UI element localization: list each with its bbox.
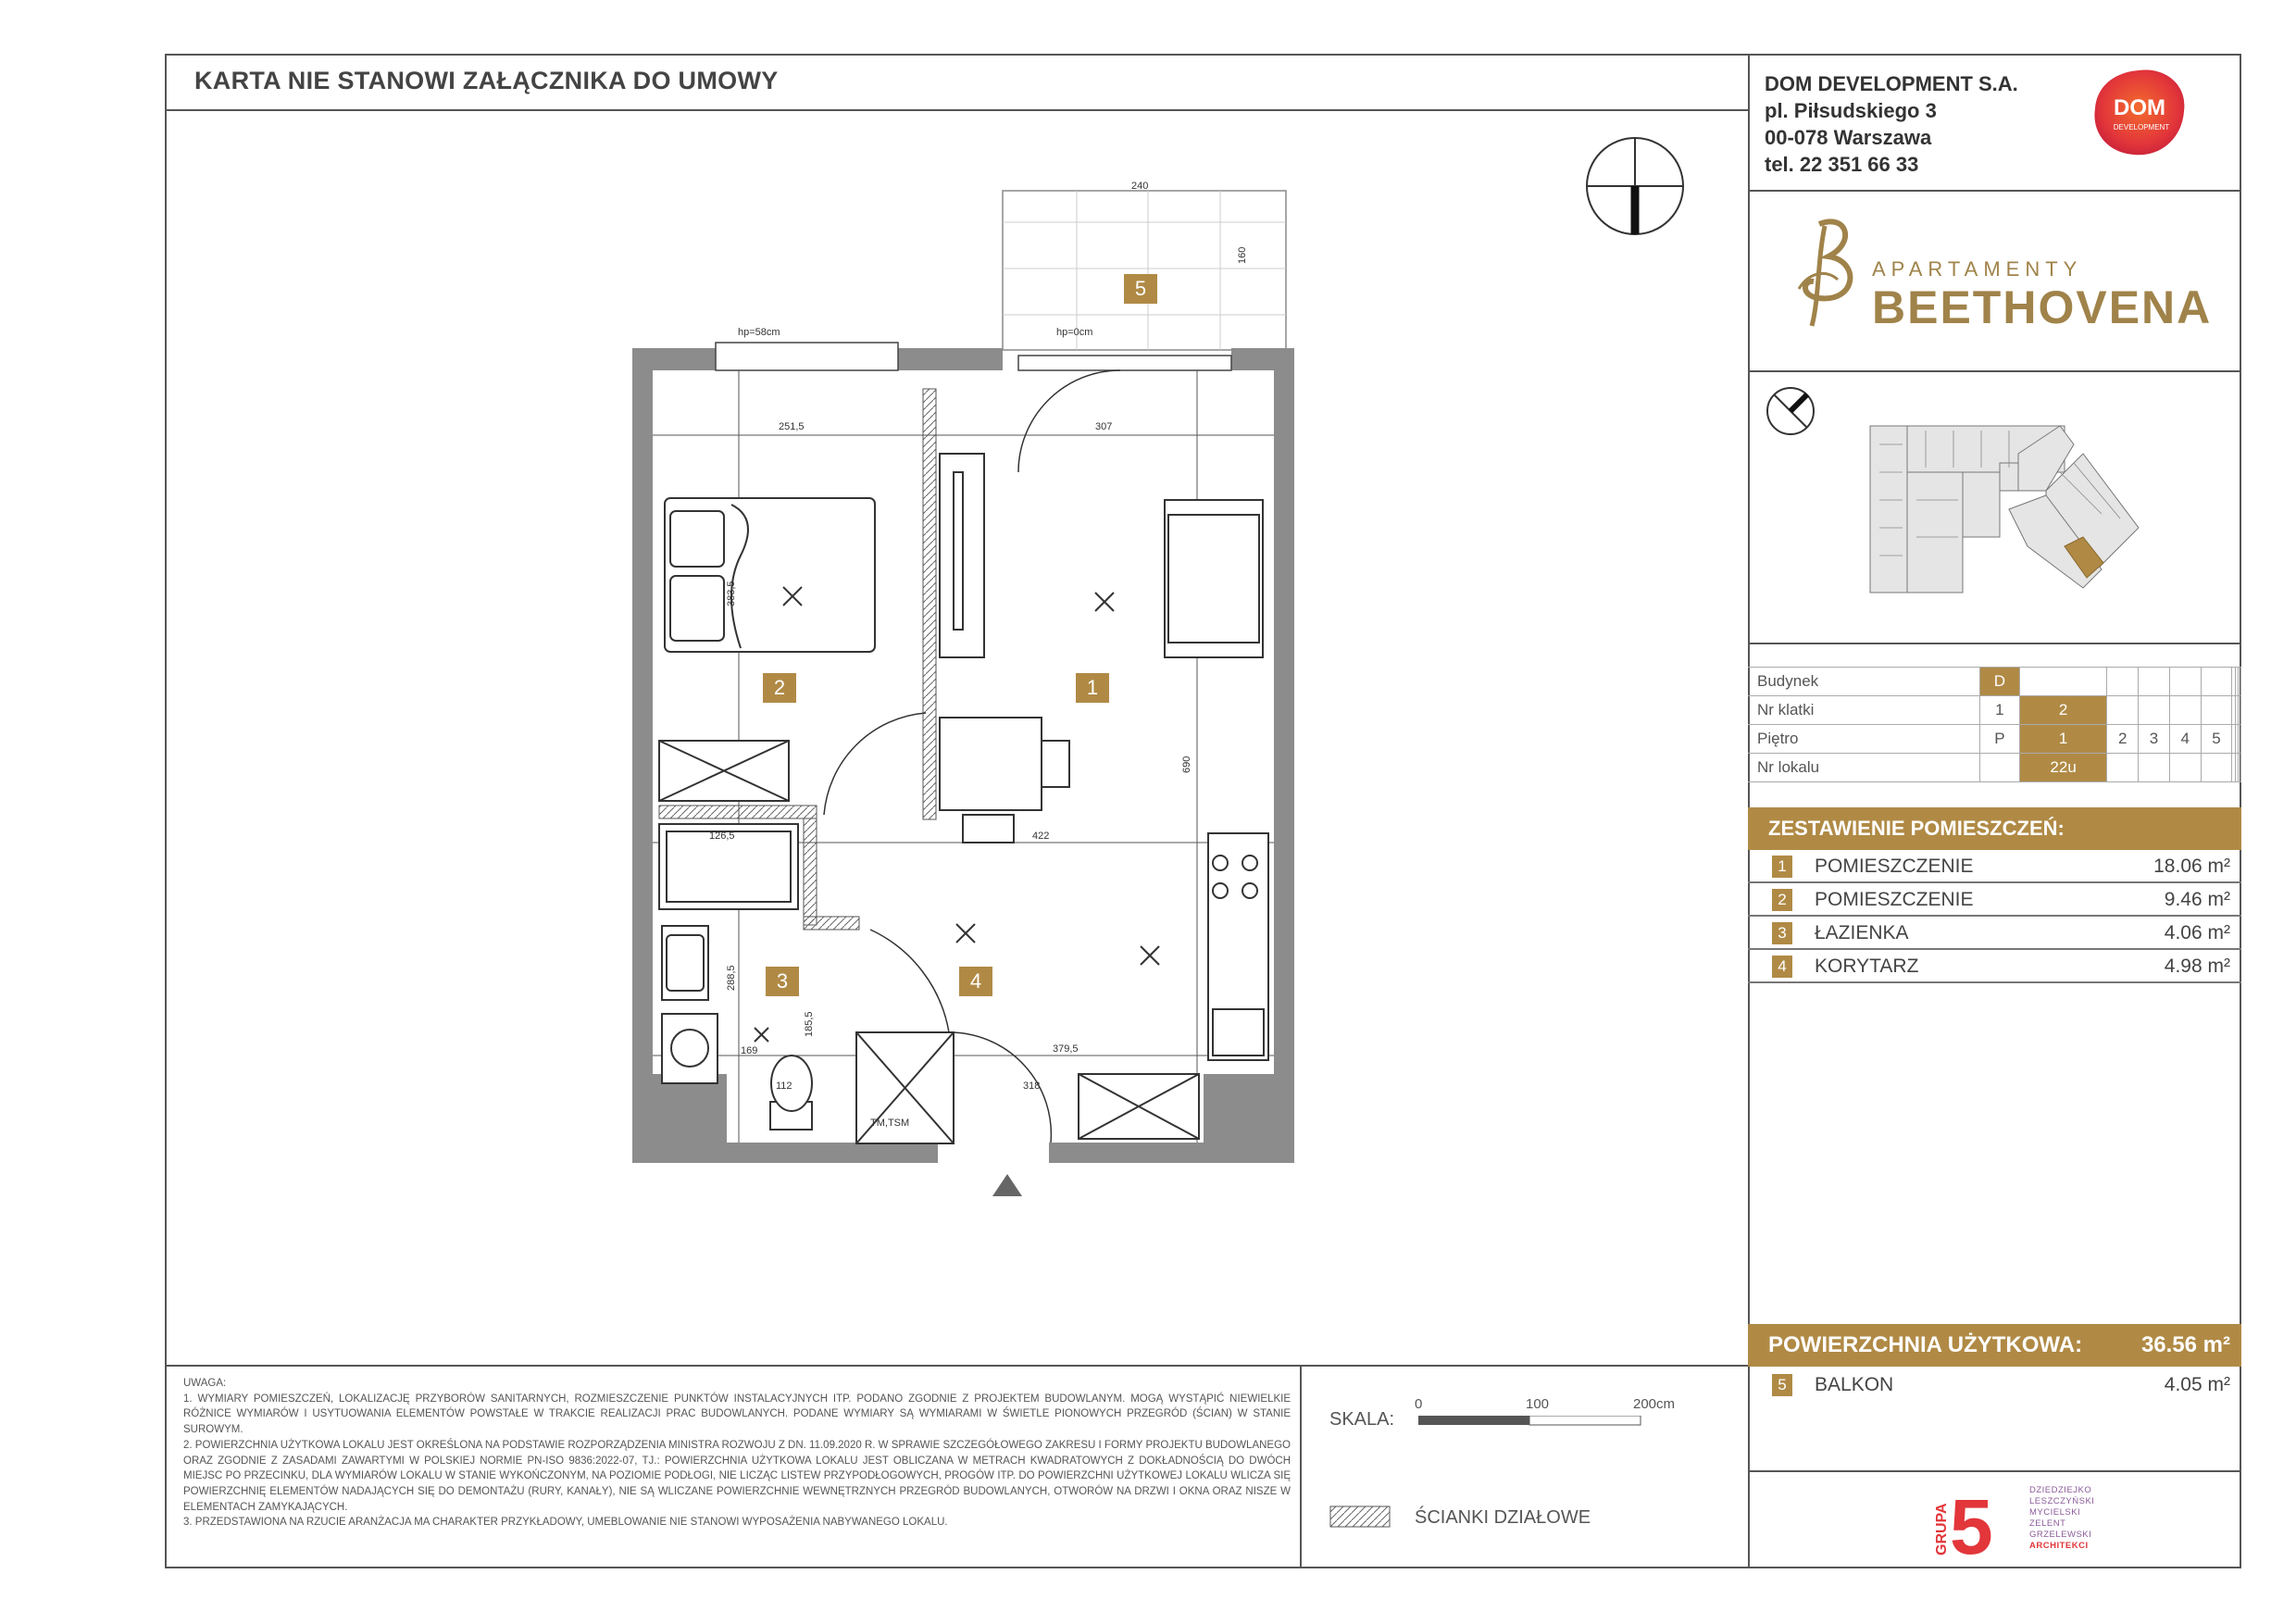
dim-balcony-depth: 160 bbox=[1237, 246, 1248, 264]
location-row-label: Budynek bbox=[1748, 668, 1980, 696]
location-row bbox=[1748, 725, 2241, 754]
note-3: 3. PRZEDSTAWIONA NA RZUCIE ARANŻACJA MA CHARAKTER PRZYKŁADOWY, UMEBLOWANIE NIE STANOWI WYPOSAŻENIA NABYWANEGO LOKALU. bbox=[183, 1517, 948, 1529]
location-cell: 1 bbox=[1980, 696, 2020, 725]
architect-number: 5 bbox=[1950, 1483, 1993, 1559]
brand-subtitle: APARTAMENTY bbox=[1872, 257, 2083, 281]
dining-table bbox=[940, 718, 1069, 843]
location-row bbox=[1748, 668, 2241, 696]
dim-bath-depth: 288,5 bbox=[726, 965, 737, 991]
page-title: KARTA NIE STANOWI ZAŁĄCZNIKA DO UMOWY bbox=[194, 67, 779, 94]
location-cell bbox=[2238, 754, 2240, 782]
location-cell bbox=[2169, 696, 2201, 725]
room-row bbox=[1748, 950, 2241, 983]
location-cell: 4 bbox=[2169, 725, 2201, 754]
dim-door-height: 185,5 bbox=[804, 1011, 815, 1037]
dim-room1-depth: 690 bbox=[1181, 756, 1192, 773]
room-area: 4.06 m² bbox=[2164, 922, 2230, 943]
company-address-1: pl. Piłsudskiego 3 bbox=[1765, 99, 1937, 122]
location-cell bbox=[2238, 696, 2240, 725]
dom-development-logo bbox=[2088, 67, 2190, 159]
balcony-outline bbox=[1003, 191, 1286, 350]
company-name: DOM DEVELOPMENT S.A. bbox=[1765, 72, 2018, 95]
logo-text-dom: DOM bbox=[2114, 95, 2165, 120]
dim-window-height-2: hp=0cm bbox=[1056, 327, 1093, 338]
sidebar-line-1 bbox=[1748, 190, 2241, 192]
room-number: 1 bbox=[1772, 856, 1792, 878]
architect-vertical-text: GRUPA bbox=[1934, 1503, 1950, 1555]
location-cell bbox=[2139, 696, 2170, 725]
location-row-label: Piętro bbox=[1748, 725, 1980, 754]
wardrobe bbox=[659, 741, 789, 801]
balcony-number: 5 bbox=[1772, 1374, 1792, 1396]
location-cell: D bbox=[1980, 668, 2020, 696]
notes-scale-divider bbox=[1300, 1365, 1302, 1568]
dim-balcony-width: 240 bbox=[1131, 181, 1149, 192]
location-cell bbox=[2201, 696, 2232, 725]
room-row bbox=[1748, 883, 2241, 917]
location-cell bbox=[2107, 696, 2139, 725]
balcony-row bbox=[1748, 1368, 2241, 1402]
plan-room-label-3: 3 bbox=[766, 967, 799, 996]
north-compass-icon bbox=[1583, 134, 1687, 238]
location-cell bbox=[2201, 668, 2232, 696]
location-cell: P bbox=[1980, 725, 2020, 754]
location-cell bbox=[2201, 754, 2232, 782]
location-cell bbox=[2169, 668, 2201, 696]
location-cell: 1 bbox=[2019, 725, 2107, 754]
architect-line-1: DZIEDZIEJKO bbox=[2029, 1485, 2092, 1495]
notes-divider bbox=[165, 1365, 1749, 1367]
note-1: 1. WYMIARY POMIESZCZEŃ, LOKALIZACJĘ PRZYBORÓW SANITARNYCH, ROZMIESZCZENIE PUNKTÓW INSTALACYJNYCH ITP. PODANO ZGODNIE Z PROJEKTEM BUDOWLANYM. MOGĄ WYSTĄPIĆ NIEWIELKIE RÓŻNICE WYMIARÓW I USYTUOWANIA ELEMENTÓW POWSTAŁE W TRAKCIE REALIZACJI PRAC BUDOWLANYCH. PODANE WYMIARY SĄ WYMIARAMI W ŚWIETLE PIONOWYCH PRZEGRÓD (ŚCIAN) W STANIE SUROWYM. bbox=[183, 1393, 1291, 1436]
location-cell bbox=[2238, 725, 2240, 754]
location-cell bbox=[2139, 754, 2170, 782]
dim-corridor-width: 422 bbox=[1032, 831, 1050, 842]
notes-title: UWAGA: bbox=[183, 1378, 227, 1389]
brand-name: BEETHOVENA bbox=[1872, 281, 2213, 333]
location-cell bbox=[1980, 754, 2020, 782]
room-number: 2 bbox=[1772, 889, 1792, 911]
sidebar-line-3 bbox=[1748, 643, 2241, 644]
header-divider bbox=[165, 109, 1749, 111]
site-compass-icon bbox=[1765, 385, 1816, 437]
notes-block bbox=[183, 1376, 1291, 1530]
room-number: 4 bbox=[1772, 956, 1792, 978]
room-area: 18.06 m² bbox=[2153, 856, 2230, 877]
location-cell bbox=[2107, 754, 2139, 782]
location-row-label: Nr lokalu bbox=[1748, 754, 1980, 782]
architect-line-4: ZELENT bbox=[2029, 1518, 2066, 1529]
sofa bbox=[1165, 500, 1263, 657]
sidebar-line-4 bbox=[1748, 1470, 2241, 1472]
balcony-area: 4.05 m² bbox=[2164, 1374, 2230, 1395]
location-cell bbox=[2019, 668, 2107, 696]
floor-plan bbox=[602, 148, 1305, 1213]
location-table bbox=[1748, 667, 2241, 782]
dim-tm-tsm: TM,TSM bbox=[870, 1118, 910, 1129]
location-cell: 2 bbox=[2107, 725, 2139, 754]
room-area: 4.98 m² bbox=[2164, 956, 2230, 977]
plan-room-label-1: 1 bbox=[1076, 673, 1109, 703]
dim-318: 318 bbox=[1023, 1081, 1041, 1092]
location-cell bbox=[2107, 668, 2139, 696]
rooms-summary-header: ZESTAWIENIE POMIESZCZEŃ: bbox=[1748, 807, 2241, 850]
dim-112: 112 bbox=[776, 1081, 792, 1092]
dim-room2-depth: 383,5 bbox=[726, 581, 737, 606]
location-cell bbox=[2139, 668, 2170, 696]
bed bbox=[665, 498, 875, 652]
room-name: POMIESZCZENIE bbox=[1815, 889, 1974, 910]
location-row-label: Nr klatki bbox=[1748, 696, 1980, 725]
sink bbox=[662, 926, 708, 1000]
dim-bath-width: 126,5 bbox=[709, 831, 735, 842]
location-cell: 3 bbox=[2139, 725, 2170, 754]
location-cell bbox=[2238, 668, 2240, 696]
building-key-plan bbox=[1861, 407, 2166, 602]
location-cell bbox=[2169, 754, 2201, 782]
usable-area-value: 36.56 m² bbox=[2140, 1332, 2230, 1357]
architect-line-2: LESZCZYŃSKI bbox=[2029, 1496, 2095, 1506]
partition-wall-swatch bbox=[1329, 1505, 1391, 1528]
scale-tick-200: 200cm bbox=[1633, 1396, 1676, 1412]
architect-line-5: GRZELEWSKI bbox=[2029, 1530, 2092, 1540]
legend-label: ŚCIANKI DZIAŁOWE bbox=[1415, 1507, 1591, 1528]
room-area: 9.46 m² bbox=[2164, 889, 2230, 910]
plan-room-label-5: 5 bbox=[1124, 274, 1157, 304]
logo-text-development: DEVELOPMENT bbox=[2113, 123, 2170, 131]
architect-line-3: MYCIELSKI bbox=[2029, 1507, 2081, 1518]
entrance-arrow-icon bbox=[992, 1174, 1022, 1196]
dim-room1-width: 307 bbox=[1095, 421, 1113, 432]
location-row bbox=[1748, 754, 2241, 782]
note-2: 2. POWIERZCHNIA UŻYTKOWA LOKALU JEST OKREŚLONA NA PODSTAWIE ROZPORZĄDZENIA MINISTRA ROZWOJU Z DN. 11.09.2020 R. W SPRAWIE SZCZEGÓŁOWEGO ZAKRESU I FORMY PROJEKTU BUDOWLANEGO ORAZ ZGODNIE Z ZASADAMI ZAWARTYMI W POLSKIEJ NORMIE PN-ISO 9836:2022-07, TJ.: POWIERZCHNIA UŻYTKOWA LOKALU JEST OBLICZANA W METRACH KWADRATOWYCH Z DOKŁADNOŚCIĄ DO DWÓCH MIEJSC PO PRZECINKU, DLA WYMIARÓW LOKALU W STANIE WYKOŃCZONYM, NA POZIOMIE PODŁOGI, NIE LICZĄC LISTEW PRZYPODŁOGOWYCH, PROGÓW ITP. DO POWIERZCHNI UŻYTKOWEJ LOKALU WLICZA SIĘ POWIERZCHNIĘ ELEMENTÓW NADAJĄCYCH SIĘ DO DEMONTAŻU (RURY, KANAŁY), NIE SĄ WLICZANE POWIERZCHNIE WEWNĘTRZNYCH PRZEGRÓD BUDOWLANYCH, OTWORÓW NA DRZWI I OKNA ORAZ NISZE W ELEMENTACH ZAMYKAJĄCYCH. bbox=[183, 1439, 1291, 1513]
room-name: POMIESZCZENIE bbox=[1815, 856, 1974, 877]
location-cell: 22u bbox=[2019, 754, 2107, 782]
dim-169: 169 bbox=[741, 1045, 758, 1056]
scale-bar bbox=[1418, 1415, 1650, 1426]
plan-room-label-2: 2 bbox=[763, 673, 796, 703]
washing-machine bbox=[662, 1014, 718, 1083]
location-cell: 2 bbox=[2019, 696, 2107, 725]
room-name: ŁAZIENKA bbox=[1815, 922, 1909, 943]
company-address-2: 00-078 Warszawa bbox=[1765, 126, 1932, 149]
dim-window-height-1: hp=58cm bbox=[738, 327, 780, 338]
architect-logo bbox=[1926, 1480, 2029, 1559]
room-name: KORYTARZ bbox=[1815, 956, 1919, 977]
room-row bbox=[1748, 917, 2241, 950]
sidebar-line-2 bbox=[1748, 370, 2241, 372]
brand-monogram-icon bbox=[1791, 215, 1866, 335]
toilet bbox=[770, 1056, 812, 1130]
room-row bbox=[1748, 850, 2241, 883]
company-info bbox=[1765, 70, 2018, 178]
scale-label: SKALA: bbox=[1329, 1409, 1395, 1430]
architect-names bbox=[2029, 1485, 2094, 1552]
dim-room2-width: 251,5 bbox=[779, 421, 805, 432]
usable-area-bar bbox=[1748, 1324, 2241, 1367]
scale-tick-0: 0 bbox=[1415, 1396, 1423, 1412]
company-phone: tel. 22 351 66 33 bbox=[1765, 153, 1919, 176]
plan-room-label-4: 4 bbox=[959, 967, 992, 996]
balcony-name: BALKON bbox=[1815, 1374, 1894, 1395]
location-cell: 5 bbox=[2201, 725, 2232, 754]
architect-line-6: ARCHITEKCI bbox=[2029, 1541, 2089, 1551]
cabinet bbox=[940, 454, 984, 657]
usable-area-label: POWIERZCHNIA UŻYTKOWA: bbox=[1768, 1332, 2083, 1357]
location-row bbox=[1748, 696, 2241, 725]
dim-kitchen-width: 379,5 bbox=[1053, 1043, 1079, 1055]
room-number: 3 bbox=[1772, 922, 1792, 944]
scale-tick-100: 100 bbox=[1526, 1396, 1550, 1412]
